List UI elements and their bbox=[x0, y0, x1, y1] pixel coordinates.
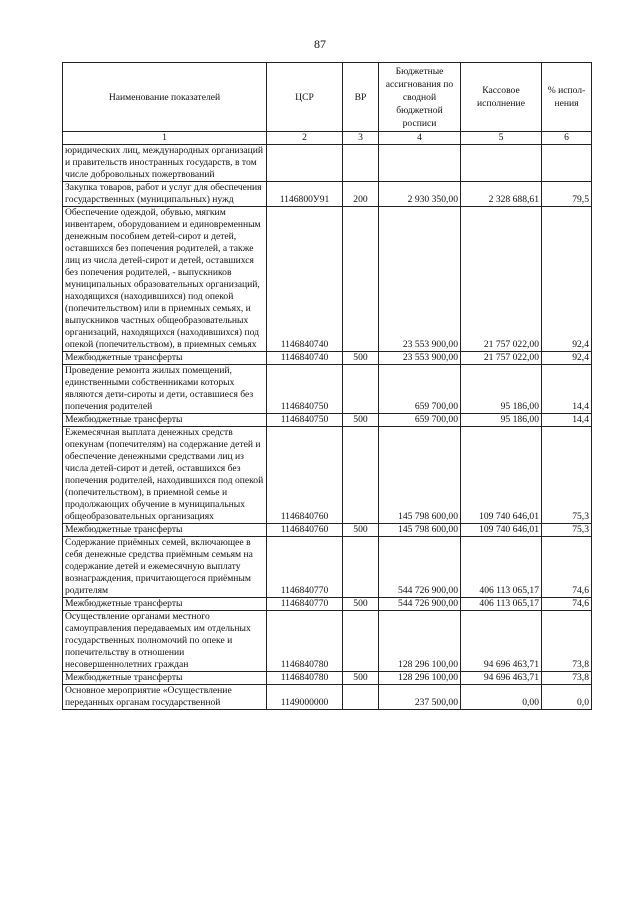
row-cash: 2 328 688,61 bbox=[461, 182, 542, 207]
header-vr: ВР bbox=[343, 63, 379, 132]
row-csr: 1146840770 bbox=[267, 598, 343, 611]
budget-execution-table bbox=[62, 62, 592, 710]
row-pct: 73,8 bbox=[542, 672, 592, 685]
column-number: 2 bbox=[267, 132, 343, 145]
row-csr: 1146840780 bbox=[267, 672, 343, 685]
table-row bbox=[63, 352, 592, 365]
row-csr: 1146840750 bbox=[267, 414, 343, 427]
row-budget: 145 798 600,00 bbox=[379, 427, 461, 524]
row-name: Основное мероприятие «Осуществление переданных органам государственной bbox=[63, 685, 267, 710]
row-cash: 94 696 463,71 bbox=[461, 672, 542, 685]
row-name: Межбюджетные трансферты bbox=[63, 598, 267, 611]
table-row bbox=[63, 182, 592, 207]
row-vr: 500 bbox=[343, 598, 379, 611]
row-csr: 1146840750 bbox=[267, 365, 343, 414]
row-pct: 92,4 bbox=[542, 352, 592, 365]
row-budget: 659 700,00 bbox=[379, 365, 461, 414]
row-cash: 95 186,00 bbox=[461, 414, 542, 427]
table-row bbox=[63, 524, 592, 537]
row-pct: 75,3 bbox=[542, 524, 592, 537]
row-vr bbox=[343, 427, 379, 524]
header-budget: Бюджетные ассигнования по сводной бюджетной росписи bbox=[379, 63, 461, 132]
row-vr bbox=[343, 207, 379, 352]
row-pct: 74,6 bbox=[542, 598, 592, 611]
row-pct: 79,5 bbox=[542, 182, 592, 207]
row-name: Содержание приёмных семей, включающее в себя денежные средства приёмным семьям на содержание детей и ежемесячную выплату вознаграждения, причитающегося приёмным родителям bbox=[63, 537, 267, 598]
row-cash: 0,00 bbox=[461, 685, 542, 710]
row-budget: 2 930 350,00 bbox=[379, 182, 461, 207]
column-number: 1 bbox=[63, 132, 267, 145]
row-vr bbox=[343, 537, 379, 598]
row-cash: 94 696 463,71 bbox=[461, 611, 542, 672]
row-name: Проведение ремонта жилых помещений, единственными собственниками которых являются дети-сироты и дети, оставшиеся без попечения родителей bbox=[63, 365, 267, 414]
row-vr: 500 bbox=[343, 414, 379, 427]
row-vr: 500 bbox=[343, 524, 379, 537]
row-name: Осуществление органами местного самоуправления передаваемых им отдельных государственных полномочий по опеке и попечительству в отношении несовершеннолетних граждан bbox=[63, 611, 267, 672]
header-csr: ЦСР bbox=[267, 63, 343, 132]
table-row bbox=[63, 145, 592, 182]
row-budget: 23 553 900,00 bbox=[379, 207, 461, 352]
column-number: 3 bbox=[343, 132, 379, 145]
table-row bbox=[63, 414, 592, 427]
row-pct: 14,4 bbox=[542, 365, 592, 414]
table-row bbox=[63, 685, 592, 710]
row-cash: 21 757 022,00 bbox=[461, 352, 542, 365]
row-name: Межбюджетные трансферты bbox=[63, 414, 267, 427]
header-cash: Кассовое исполнение bbox=[461, 63, 542, 132]
column-number: 4 bbox=[379, 132, 461, 145]
table-row bbox=[63, 365, 592, 414]
row-cash: 109 740 646,01 bbox=[461, 524, 542, 537]
row-csr: 1146840740 bbox=[267, 207, 343, 352]
row-cash: 109 740 646,01 bbox=[461, 427, 542, 524]
row-budget bbox=[379, 145, 461, 182]
row-cash: 406 113 065,17 bbox=[461, 537, 542, 598]
table-row bbox=[63, 537, 592, 598]
row-cash: 95 186,00 bbox=[461, 365, 542, 414]
row-name: юридических лиц, международных организаций и правительств иностранных государств, в том числе добровольных пожертвований bbox=[63, 145, 267, 182]
table-row bbox=[63, 672, 592, 685]
row-budget: 128 296 100,00 bbox=[379, 672, 461, 685]
page-number: 87 bbox=[314, 37, 326, 51]
header-name: Наименование показателей bbox=[63, 63, 267, 132]
row-csr: 1149000000 bbox=[267, 685, 343, 710]
header-row bbox=[63, 63, 592, 132]
table-row bbox=[63, 611, 592, 672]
row-cash: 21 757 022,00 bbox=[461, 207, 542, 352]
row-csr: 1146840780 bbox=[267, 611, 343, 672]
row-pct bbox=[542, 145, 592, 182]
row-pct: 75,3 bbox=[542, 427, 592, 524]
column-number: 6 bbox=[542, 132, 592, 145]
row-vr bbox=[343, 611, 379, 672]
row-name: Обеспечение одеждой, обувью, мягким инвентарем, оборудованием и единовременным денежным пособием детей-сирот и детей, оставшихся без попечения родителей, а также лиц из числа детей-сирот и детей, оставшихся без попечения родителей, - выпускников муниципальных образовательных организаций, находящихся (находившихся) под опекой (попечительством) или в приемных семьях, и выпускников частных общеобразовательных организаций, находящихся (находившихся) под опекой (попечительством), в приемных семьях bbox=[63, 207, 267, 352]
row-vr bbox=[343, 365, 379, 414]
row-pct: 0,0 bbox=[542, 685, 592, 710]
row-name: Межбюджетные трансферты bbox=[63, 672, 267, 685]
row-csr: 1146800У91 bbox=[267, 182, 343, 207]
table-row bbox=[63, 598, 592, 611]
table-row bbox=[63, 207, 592, 352]
row-name: Ежемесячная выплата денежных средств опекунам (попечителям) на содержание детей и обеспечение денежными средствами лиц из числа детей-сирот и детей, оставшихся без попечения родителей, находившихся под опекой (попечительством), в приемной семье и продолжающих обучение в муниципальных общеобразовательных организациях bbox=[63, 427, 267, 524]
row-csr: 1146840760 bbox=[267, 427, 343, 524]
row-name: Межбюджетные трансферты bbox=[63, 352, 267, 365]
row-budget: 23 553 900,00 bbox=[379, 352, 461, 365]
row-pct: 92,4 bbox=[542, 207, 592, 352]
row-budget: 544 726 900,00 bbox=[379, 537, 461, 598]
header-pct: % испол-нения bbox=[542, 63, 592, 132]
row-csr: 1146840770 bbox=[267, 537, 343, 598]
row-vr: 500 bbox=[343, 672, 379, 685]
row-budget: 237 500,00 bbox=[379, 685, 461, 710]
row-vr bbox=[343, 145, 379, 182]
row-csr bbox=[267, 145, 343, 182]
row-vr: 500 bbox=[343, 352, 379, 365]
row-budget: 145 798 600,00 bbox=[379, 524, 461, 537]
table-row bbox=[63, 427, 592, 524]
row-name: Закупка товаров, работ и услуг для обеспечения государственных (муниципальных) нужд bbox=[63, 182, 267, 207]
column-number: 5 bbox=[461, 132, 542, 145]
row-vr: 200 bbox=[343, 182, 379, 207]
row-vr bbox=[343, 685, 379, 710]
row-pct: 73,8 bbox=[542, 611, 592, 672]
row-cash bbox=[461, 145, 542, 182]
row-name: Межбюджетные трансферты bbox=[63, 524, 267, 537]
column-number-row bbox=[63, 132, 592, 145]
row-csr: 1146840760 bbox=[267, 524, 343, 537]
row-cash: 406 113 065,17 bbox=[461, 598, 542, 611]
row-pct: 74,6 bbox=[542, 537, 592, 598]
row-csr: 1146840740 bbox=[267, 352, 343, 365]
row-pct: 14,4 bbox=[542, 414, 592, 427]
row-budget: 544 726 900,00 bbox=[379, 598, 461, 611]
row-budget: 128 296 100,00 bbox=[379, 611, 461, 672]
row-budget: 659 700,00 bbox=[379, 414, 461, 427]
